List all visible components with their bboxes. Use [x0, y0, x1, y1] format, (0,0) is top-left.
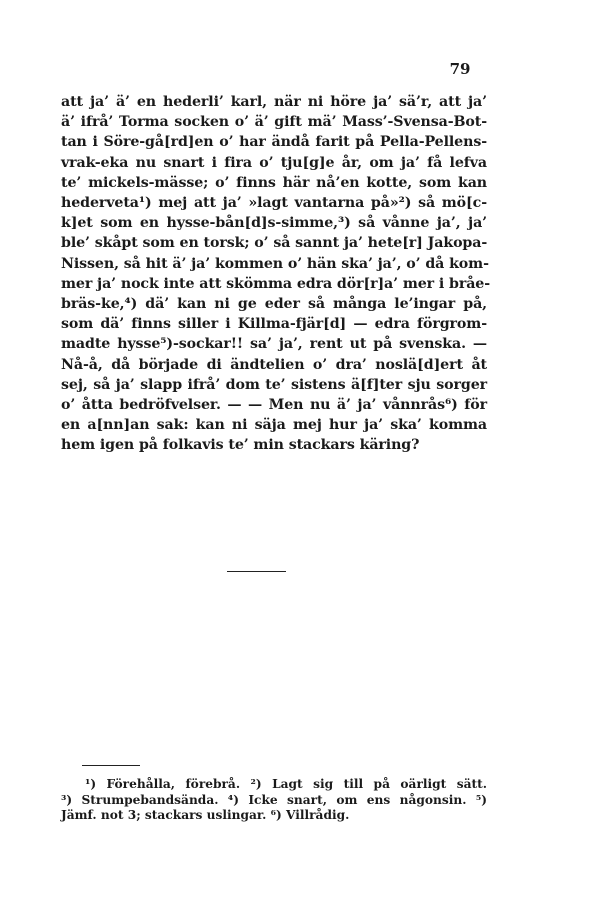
text-line: bräs-ke,⁴) dä’ kan ni ge eder så många le’ingar på,	[61, 296, 487, 313]
text-line: vrak-eka nu snart i fira o’ tju[g]e år, om ja’ få lefva	[61, 154, 487, 171]
footnote-rule	[82, 765, 140, 766]
text-line: tan i Söre-gå[rd]en o’ har ändå farit på Pella-Pellens-	[61, 134, 487, 151]
text-line: o’ åtta bedröfvelser. — — Men nu ä’ ja’ vånnrås⁶) för	[61, 397, 487, 414]
text-line: att ja’ ä’ en hederli’ karl, när ni höre ja’ sä’r, att ja’	[61, 94, 487, 110]
page-number: 79	[449, 60, 471, 78]
main-text	[61, 92, 491, 456]
section-divider	[227, 571, 286, 572]
footnote-line: ¹) Förehålla, förebrå. ²) Lagt sig till på oärligt sätt.	[85, 777, 487, 791]
text-line: ble’ skåpt som en torsk; o’ så sannt ja’ hete[r] Jakopa-	[61, 235, 488, 252]
footnotes	[61, 777, 487, 824]
text-line: k]et som en hysse-bån[d]s-simme,³) så vånne ja’, ja’	[61, 215, 487, 232]
text-line: Nissen, så hit ä’ ja’ kommen o’ hän ska’ ja’, o’ då kom-	[61, 255, 489, 272]
text-line: sej, så ja’ slapp ifrå’ dom te’ sistens ä[f]ter sju sorger	[61, 376, 487, 393]
text-line: en a[nn]an sak: kan ni säja mej hur ja’ ska’ komma	[61, 417, 487, 434]
text-line: Nå-å, då började di ändtelien o’ dra’ noslä[d]ert åt	[61, 356, 487, 373]
text-line: hem igen på folkavis te’ min stackars käring?	[61, 437, 420, 454]
footnote-line: ³) Strumpebandsända. ⁴) Icke snart, om ens någonsin. ⁵)	[61, 792, 487, 807]
text-line: ä’ ifrå’ Torma socken o’ ä’ gift mä’ Mass’-Svensa-Bot-	[61, 114, 487, 131]
text-line: madte hysse⁵)-sockar!! sa’ ja’, rent ut på svenska. —	[61, 336, 487, 353]
text-line: te’ mickels-mässe; o’ finns här nå’en kotte, som kan	[61, 174, 487, 191]
text-line: som dä’ finns siller i Killma-fjär[d] — edra förgrom-	[61, 316, 487, 333]
text-line: mer ja’ nock inte att skömma edra dör[r]a’ mer i bråe-	[61, 275, 491, 292]
footnote-line: Jämf. not 3; stackars uslingar. ⁶) Villrådig.	[61, 808, 350, 822]
text-line: hederveta¹) mej att ja’ »lagt vantarna på»²) så mö[c-	[61, 195, 487, 212]
